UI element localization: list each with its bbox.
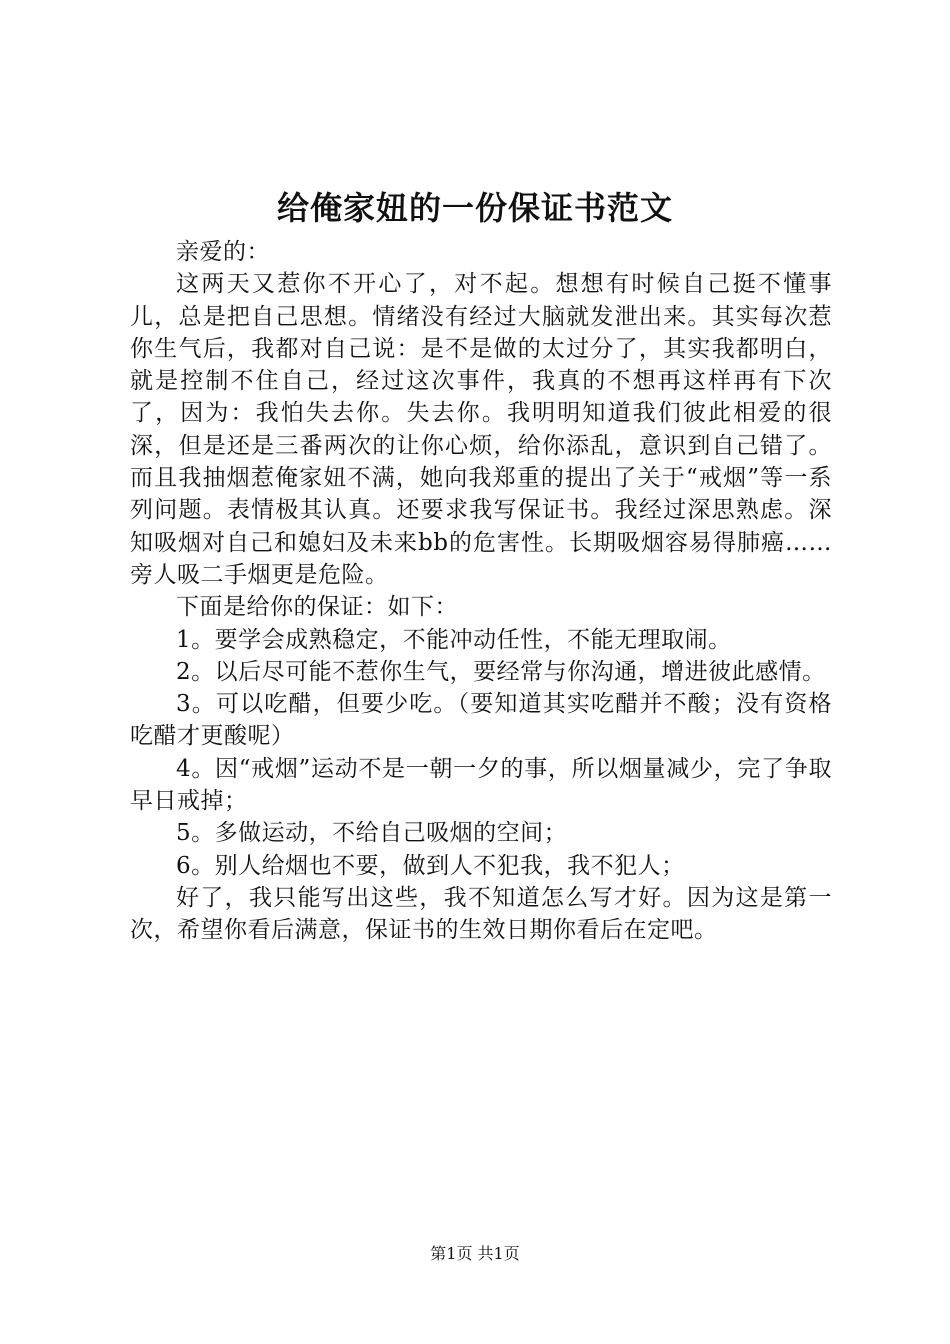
document-title: 给俺家妞的一份保证书范文: [276, 189, 673, 227]
guarantee-item-6: 6。别人给烟也不要，做到人不犯我，我不犯人；: [176, 852, 685, 879]
page-footer: 第1页 共1页: [430, 1244, 520, 1263]
guarantee-item-4: 4。因“戒烟”运动不是一朝一夕的事，所以烟量减少，完了争取早日戒掉；: [130, 755, 832, 815]
salutation-paragraph: 亲爱的：: [176, 239, 270, 265]
guarantee-intro-paragraph: 下面是给你的保证：如下：: [176, 594, 458, 621]
document-body: [130, 236, 832, 947]
guarantee-item-5: 5。多做运动，不给自己吸烟的空间；: [176, 820, 568, 847]
guarantee-item-3: 3。可以吃醋，但要少吃。（要知道其实吃醋并不酸；没有资格吃醋才更酸呢）: [130, 691, 832, 750]
closing-paragraph: 好了，我只能写出这些，我不知道怎么写才好。因为这是第一次，希望你看后满意，保证书的生效日期你看后在定吧。: [130, 884, 832, 944]
body-paragraph: 这两天又惹你不开心了，对不起。想想有时候自己挺不懂事儿，总是把自己思想。情绪没有经过大脑就发泄出来。其实每次惹你生气后，我都对自己说：是不是做的太过分了，其实我都明白，就是控制不住自己，经过这次事件，我真的不想再这样再有下次了，因为：我怕失去你。失去你。我明明知道我们彼此相爱的很深，但是还是三番两次的让你心烦，给你添乱，意识到自己错了。而且我抽烟惹俺家妞不满，她向我郑重的提出了关于“戒烟”等一系列问题。表情极其认真。还要求我写保证书。我经过深思熟虑。深知吸烟对自己和媳妇及未来bb的危害性。长期吸烟容易得肺癌……旁人吸二手烟更是危险。: [130, 271, 832, 588]
guarantee-item-1: 1。要学会成熟稳定，不能冲动任性，不能无理取闹。: [176, 626, 732, 653]
guarantee-item-2: 2。以后尽可能不惹你生气，要经常与你沟通，增进彼此感情。: [176, 658, 826, 685]
